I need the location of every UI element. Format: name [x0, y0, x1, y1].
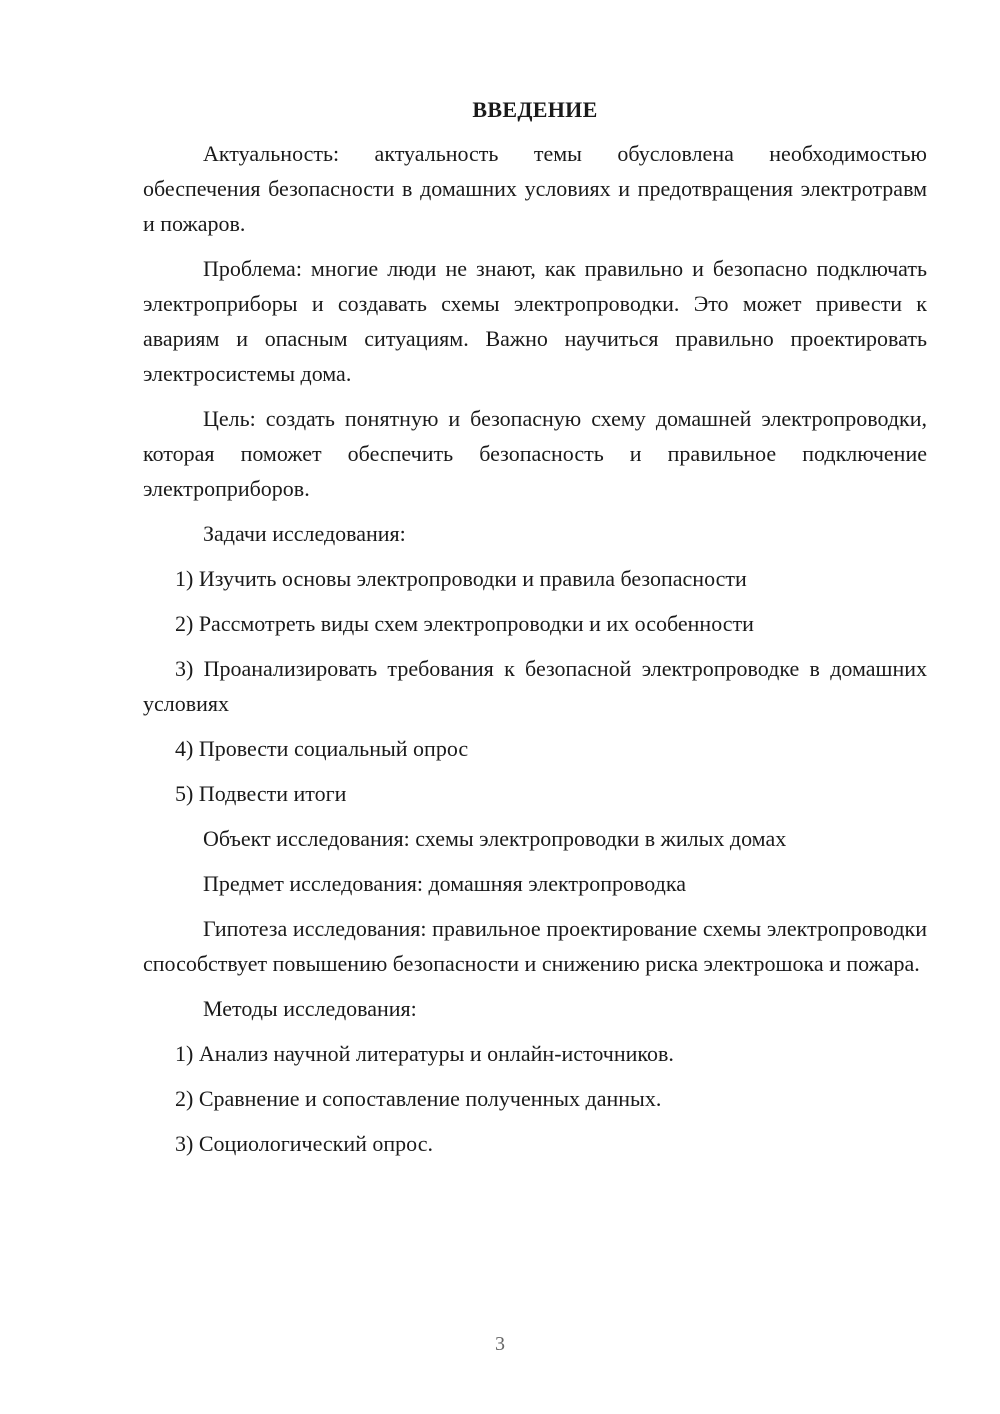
page-content [143, 96, 927, 1171]
object-paragraph: Объект исследования: схемы электропроводки в жилых домах [203, 826, 787, 851]
page-number: 3 [495, 1333, 505, 1355]
tasks-heading: Задачи исследования: [203, 521, 406, 546]
methods-heading: Методы исследования: [203, 996, 417, 1021]
method-item-3: 3) Социологический опрос. [175, 1131, 433, 1156]
method-item-1: 1) Анализ научной литературы и онлайн-источников. [175, 1041, 674, 1066]
relevance-paragraph: Актуальность: актуальность темы обусловлена необходимостью обеспечения безопасности в домашних условиях и предотвращения электротравм и пожаров. [143, 141, 927, 236]
method-item-2: 2) Сравнение и сопоставление полученных данных. [175, 1086, 662, 1111]
section-title: ВВЕДЕНИЕ [472, 97, 598, 122]
subject-paragraph: Предмет исследования: домашняя электропроводка [203, 871, 686, 896]
task-item-1: 1) Изучить основы электропроводки и правила безопасности [175, 566, 747, 591]
task-item-3: 3) Проанализировать требования к безопасной электропроводке в домашних условиях [143, 656, 927, 716]
task-item-2: 2) Рассмотреть виды схем электропроводки и их особенности [175, 611, 754, 636]
problem-paragraph: Проблема: многие люди не знают, как правильно и безопасно подключать электроприборы и создавать схемы электропроводки. Это может привести к авариям и опасным ситуациям. Важно научиться правильно проектировать электросистемы дома. [143, 256, 927, 386]
hypothesis-paragraph: Гипотеза исследования: правильное проектирование схемы электропроводки способствует повышению безопасности и снижению риска электрошока и пожара. [143, 916, 927, 976]
goal-paragraph: Цель: создать понятную и безопасную схему домашней электропроводки, которая поможет обеспечить безопасность и правильное подключение электроприборов. [143, 406, 927, 501]
task-item-5: 5) Подвести итоги [175, 781, 347, 806]
task-item-4: 4) Провести социальный опрос [175, 736, 469, 761]
